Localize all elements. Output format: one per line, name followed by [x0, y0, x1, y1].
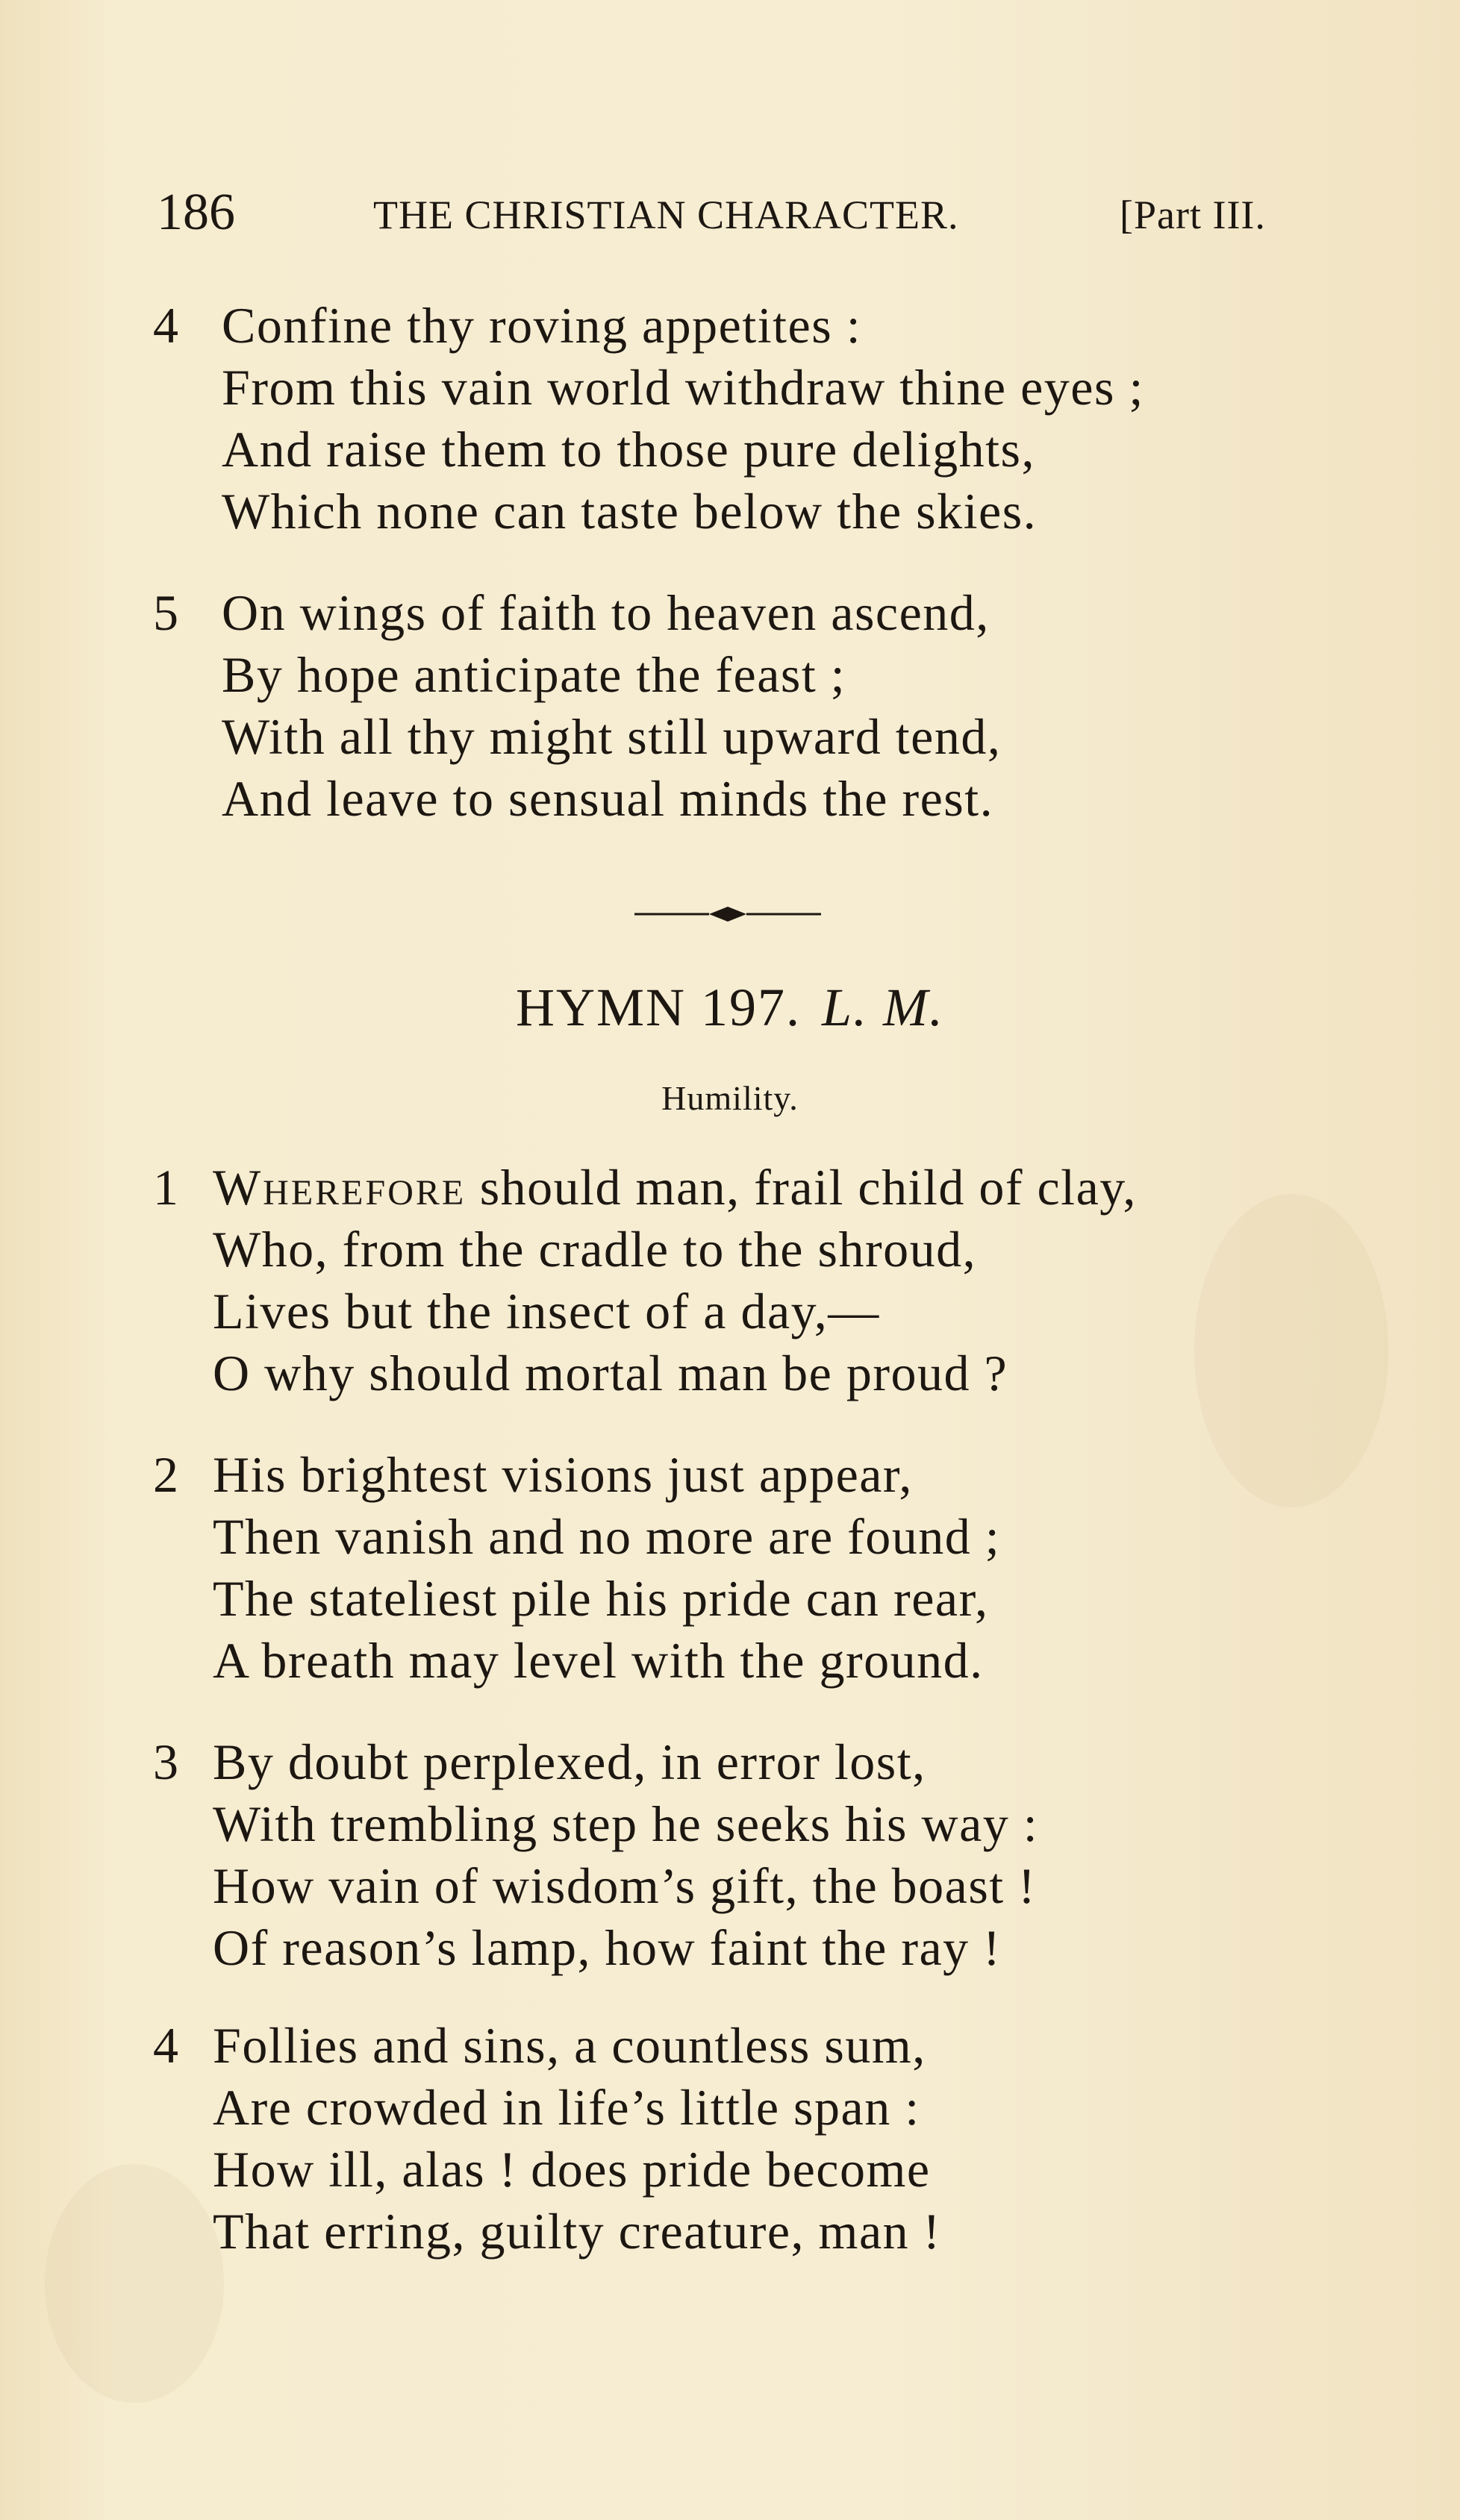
- verse-line: A breath may level with the ground.: [213, 1632, 984, 1689]
- verse-line: Follies and sins, a countless sum,: [213, 2017, 926, 2074]
- stanza-lines: [213, 1444, 1303, 1692]
- first-word: Wherefore: [213, 1159, 467, 1216]
- verse-line: His brightest visions just appear,: [213, 1446, 913, 1503]
- page-number: 186: [157, 184, 235, 241]
- verse-line: Are crowded in life’s little span :: [213, 2079, 920, 2136]
- verse-line: By doubt perplexed, in error lost,: [213, 1733, 926, 1790]
- hymn-meter: L. M.: [821, 978, 945, 1037]
- stanza-lines: [213, 1731, 1303, 1979]
- verse-line: Of reason’s lamp, how faint the ray !: [213, 1919, 1002, 1976]
- verse-line: [213, 1157, 1303, 1219]
- stanza-number: 2: [153, 1446, 178, 1503]
- paper-stain: [45, 2164, 224, 2403]
- stanza-number: 4: [153, 297, 178, 354]
- hymn-number: HYMN 197.: [515, 978, 801, 1037]
- stanza-lines: [213, 1157, 1303, 1404]
- hymn-title: [0, 974, 1460, 1041]
- verse-line: The stateliest pile his pride can rear,: [213, 1570, 989, 1627]
- part-label: [Part III.: [1120, 193, 1266, 237]
- running-head: THE CHRISTIAN CHARACTER.: [373, 193, 959, 237]
- verse-line: Who, from the cradle to the shroud,: [213, 1221, 977, 1278]
- verse-line: That erring, guilty creature, man !: [213, 2203, 941, 2260]
- verse-line: With trembling step he seeks his way :: [213, 1795, 1039, 1852]
- first-line-rest: should man, frail child of clay,: [466, 1159, 1137, 1216]
- verse-line: On wings of faith to heaven ascend,: [222, 584, 990, 641]
- verse-line: Which none can taste below the skies.: [222, 483, 1038, 540]
- verse-line: By hope anticipate the feast ;: [222, 646, 846, 703]
- verse-line: With all thy might still upward tend,: [222, 708, 1002, 765]
- stanza-lines: [222, 582, 1311, 830]
- stanza-number: 1: [153, 1159, 178, 1216]
- verse-line: O why should mortal man be proud ?: [213, 1345, 1008, 1401]
- verse-line: From this vain world withdraw thine eyes ;: [222, 359, 1144, 416]
- verse-line: Then vanish and no more are found ;: [213, 1508, 1001, 1565]
- verse-line: And raise them to those pure delights,: [222, 421, 1036, 478]
- stanza-number: 3: [153, 1733, 178, 1790]
- stanza-number: 5: [153, 584, 178, 641]
- verse-line: How ill, alas ! does pride become: [213, 2141, 931, 2198]
- verse-line: And leave to sensual minds the rest.: [222, 770, 994, 827]
- verse-line: Lives but the insect of a day,—: [213, 1283, 880, 1339]
- verse-line: How vain of wisdom’s gift, the boast !: [213, 1857, 1037, 1914]
- stanza-lines: [222, 295, 1311, 543]
- hymn-subject: Humility.: [661, 1079, 799, 1117]
- stanza-lines: [213, 2015, 1303, 2263]
- verse-line: Confine thy roving appetites :: [222, 297, 862, 354]
- ornament-divider-icon: [634, 903, 821, 925]
- stanza-number: 4: [153, 2017, 178, 2074]
- page-header: [157, 183, 1321, 243]
